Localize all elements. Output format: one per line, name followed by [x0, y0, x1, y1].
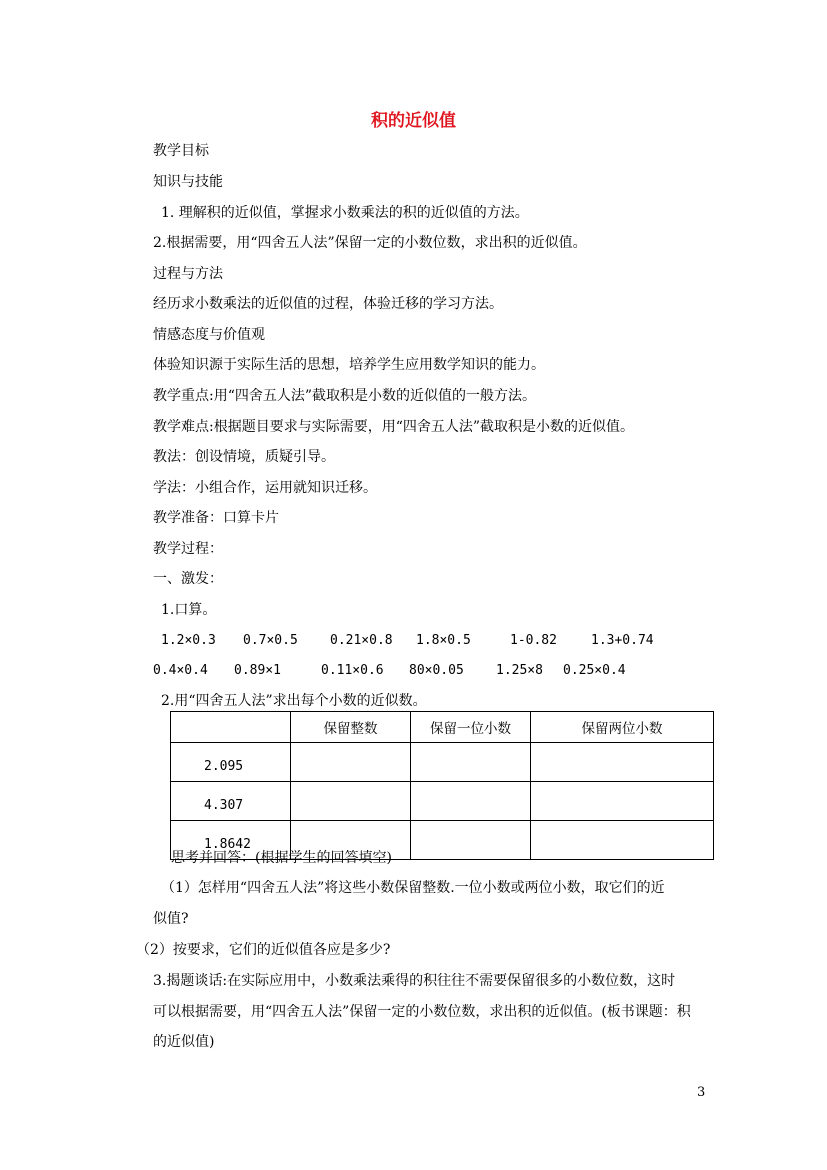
question-1-line-1: （1）怎样用“四舍五人法”将这些小数保留整数.一位小数或两位小数，取它们的近 — [161, 880, 665, 896]
question-1-line-2: 似值? — [153, 911, 189, 927]
reveal-line-2: 可以根据需要，用“四舍五人法”保留一定的小数位数，求出积的近似值。(板书课题：积 — [153, 1004, 691, 1020]
section-knowledge: 知识与技能 — [153, 174, 223, 190]
emotion-text: 体验知识源于实际生活的思想，培养学生应用数学知识的能力。 — [153, 357, 545, 373]
knowledge-item-2: 2.根据需要，用“四舍五人法”保留一定的小数位数，求出积的近似值。 — [153, 235, 587, 251]
calc-item: 0.21×0.8 — [330, 633, 393, 648]
section-emotion: 情感态度与价值观 — [153, 327, 265, 343]
table-cell-empty — [411, 743, 531, 782]
calc-row-2 — [0, 661, 827, 681]
reveal-line-3: 的近似值) — [153, 1034, 215, 1050]
approximation-table — [170, 711, 714, 860]
step-stimulate: 一、激发： — [153, 571, 223, 587]
table-header-row — [171, 712, 714, 743]
document-title: 积的近似值 — [371, 111, 456, 131]
reveal-line-1: 3.揭题谈话:在实际应用中，小数乘法乘得的积往往不需要保留很多的小数位数，这时 — [153, 973, 676, 989]
table-cell-empty — [291, 743, 411, 782]
calc-item: 0.11×0.6 — [321, 663, 384, 678]
oral-calc-heading: 1.口算。 — [161, 602, 217, 618]
calc-item: 0.89×1 — [234, 663, 281, 678]
table-cell-empty — [531, 782, 714, 821]
table-row-label: 4.307 — [171, 782, 291, 821]
table-cell-empty — [411, 782, 531, 821]
calc-item: 0.7×0.5 — [243, 633, 298, 648]
calc-item: 0.25×0.4 — [563, 663, 626, 678]
section-goal: 教学目标 — [153, 143, 209, 159]
table-header-cell: 保留两位小数 — [531, 712, 714, 743]
question-2: （2）按要求，它们的近似值各应是多少? — [136, 942, 391, 958]
table-intro: 2.用“四舍五人法”求出每个小数的近似数。 — [161, 693, 427, 709]
table-row — [171, 782, 714, 821]
calc-item: 0.4×0.4 — [153, 663, 208, 678]
knowledge-item-1: 1. 理解积的近似值，掌握求小数乘法的积的近似值的方法。 — [161, 205, 529, 221]
table-cell-empty — [291, 782, 411, 821]
table-row-label: 1.8642 — [171, 821, 291, 860]
teaching-difficulty: 教学难点:根据题目要求与实际需要，用“四舍五人法”截取积是小数的近似值。 — [153, 419, 635, 435]
table-header-cell: 保留整数 — [291, 712, 411, 743]
table-cell-empty — [531, 743, 714, 782]
teaching-key-point: 教学重点:用“四舍五人法”截取积是小数的近似值的一般方法。 — [153, 388, 537, 404]
table-cell-empty — [411, 821, 531, 860]
calc-item: 1.2×0.3 — [161, 633, 216, 648]
process-text: 经历求小数乘法的近似值的过程，体验迁移的学习方法。 — [153, 296, 503, 312]
table-cell-empty — [531, 821, 714, 860]
study-method: 学法：小组合作，运用就知识迁移。 — [153, 480, 377, 496]
calc-item: 1.8×0.5 — [416, 633, 471, 648]
calc-row-1 — [0, 631, 827, 651]
calc-item: 1-0.82 — [510, 633, 557, 648]
calc-item: 1.25×8 — [496, 663, 543, 678]
think-prompt: 思考并回答：(根据学生的回答填空) — [171, 850, 392, 866]
calc-item: 1.3+0.74 — [591, 633, 654, 648]
teaching-method: 教法：创设情境，质疑引导。 — [153, 449, 335, 465]
table-header-cell — [171, 712, 291, 743]
section-process: 过程与方法 — [153, 266, 223, 282]
calc-item: 80×0.05 — [409, 663, 464, 678]
table-row-label: 2.095 — [171, 743, 291, 782]
table-header-cell: 保留一位小数 — [411, 712, 531, 743]
teaching-preparation: 教学准备：口算卡片 — [153, 510, 279, 526]
teaching-procedure: 教学过程： — [153, 541, 223, 557]
page-number: 3 — [697, 1085, 706, 1100]
table-row — [171, 743, 714, 782]
